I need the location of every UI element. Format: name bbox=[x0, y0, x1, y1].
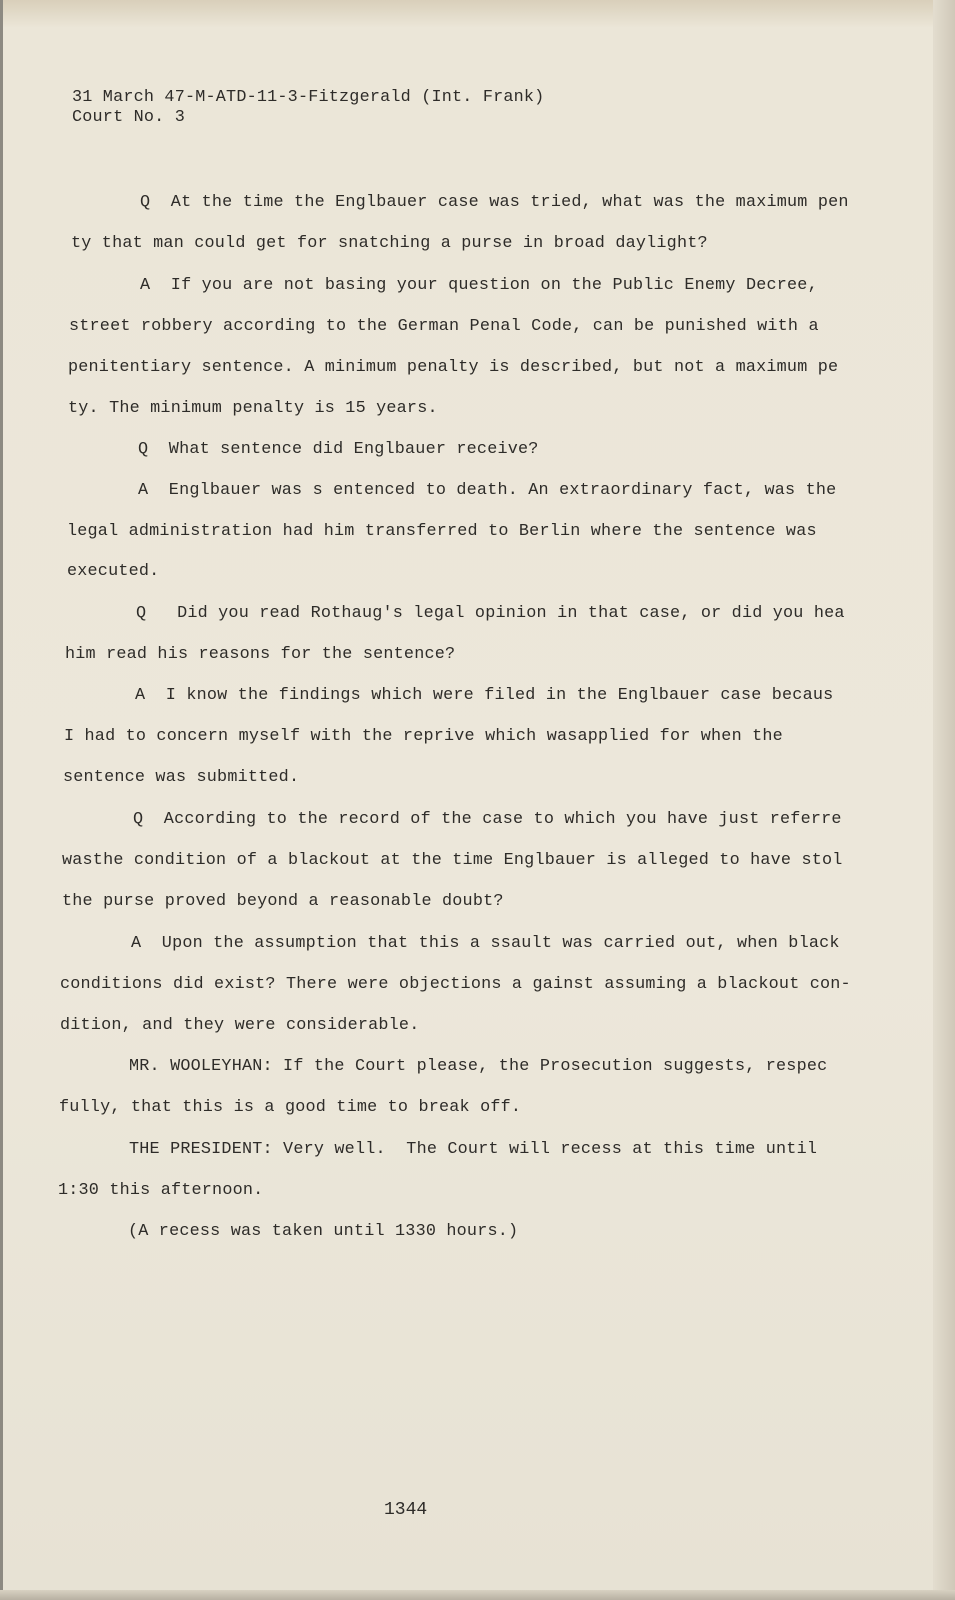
transcript-line: A Upon the assumption that this a ssault was carried out, when black bbox=[131, 934, 840, 953]
transcript-line: penitentiary sentence. A minimum penalty is described, but not a maximum pe bbox=[68, 358, 839, 377]
transcript-line: wasthe condition of a blackout at the time Englbauer is alleged to have stol bbox=[62, 851, 843, 870]
transcript-line: conditions did exist? There were objections a gainst assuming a blackout con- bbox=[60, 975, 851, 994]
transcript-line: A Englbauer was s entenced to death. An extraordinary fact, was the bbox=[138, 481, 837, 500]
transcript-line: executed. bbox=[67, 562, 160, 581]
transcript-line: him read his reasons for the sentence? bbox=[65, 645, 456, 664]
transcript-line: ty. The minimum penalty is 15 years. bbox=[68, 399, 438, 418]
transcript-line: ty that man could get for snatching a purse in broad daylight? bbox=[71, 234, 708, 253]
transcript-line: street robbery according to the German Penal Code, can be punished with a bbox=[69, 317, 819, 336]
transcript-line: the purse proved beyond a reasonable doubt? bbox=[62, 892, 504, 911]
transcript-line: sentence was submitted. bbox=[63, 768, 300, 787]
page-number: 1344 bbox=[384, 1500, 428, 1520]
page-bottom-edge bbox=[0, 1590, 955, 1600]
page-right-edge bbox=[933, 0, 955, 1600]
transcript-line: fully, that this is a good time to break off. bbox=[59, 1098, 522, 1117]
transcript-line: Q What sentence did Englbauer receive? bbox=[138, 440, 539, 459]
transcript-line: legal administration had him transferred to Berlin where the sentence was bbox=[67, 522, 817, 541]
transcript-line: I had to concern myself with the reprive which wasapplied for when the bbox=[64, 727, 783, 746]
transcript-line: Q According to the record of the case to which you have just referre bbox=[133, 810, 842, 829]
transcript-line: A I know the findings which were filed in the Englbauer case becaus bbox=[135, 686, 834, 705]
transcript-line: 1:30 this afternoon. bbox=[58, 1181, 264, 1200]
transcript-line: Q Did you read Rothaug's legal opinion in that case, or did you hea bbox=[136, 604, 845, 623]
transcript-line: THE PRESIDENT: Very well. The Court will recess at this time until bbox=[129, 1140, 818, 1159]
header-case-line: 31 March 47-M-ATD-11-3-Fitzgerald (Int. Frank) bbox=[72, 88, 545, 107]
transcript-line: A If you are not basing your question on the Public Enemy Decree, bbox=[140, 276, 818, 295]
transcript-line: MR. WOOLEYHAN: If the Court please, the Prosecution suggests, respec bbox=[129, 1057, 828, 1076]
transcript-line: (A recess was taken until 1330 hours.) bbox=[128, 1222, 519, 1241]
transcript-line: dition, and they were considerable. bbox=[60, 1016, 420, 1035]
page-left-edge bbox=[0, 0, 3, 1600]
header-court-line: Court No. 3 bbox=[72, 108, 185, 127]
transcript-line: Q At the time the Englbauer case was tried, what was the maximum pen bbox=[140, 193, 849, 212]
